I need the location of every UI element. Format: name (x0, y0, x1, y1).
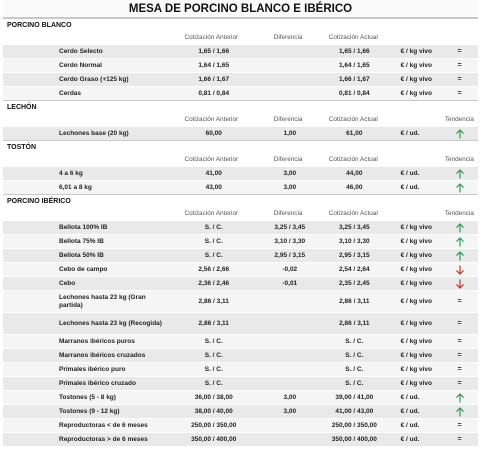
table-row (3, 362, 478, 376)
header-current: Cotización Actual (328, 116, 378, 123)
price-unit: € / kg vivo (400, 238, 433, 245)
trend-equal: = (457, 48, 462, 55)
table-row (3, 376, 478, 390)
table-row (3, 72, 478, 86)
difference-value: 3,25 / 3,45 (274, 224, 306, 231)
arrow-up-icon (455, 237, 465, 247)
trend-cell (441, 183, 478, 193)
difference-value: 3,00 (283, 394, 297, 401)
header-previous: Cotización Anterior (184, 156, 239, 163)
current-price: 61,00 (346, 130, 363, 137)
trend-cell (441, 320, 478, 327)
previous-price: S. / C. (204, 338, 223, 345)
header-current: Cotización Actual (328, 156, 378, 163)
previous-price: S. / C. (204, 380, 223, 387)
current-price: 44,00 (346, 170, 363, 177)
product-name: 4 a 6 kg (59, 169, 83, 177)
current-price: S. / C. (345, 366, 364, 373)
previous-price: S. / C. (204, 252, 223, 259)
trend-cell (441, 298, 478, 305)
product-name: Primales ibérico cruzado (59, 379, 136, 387)
table-row (3, 418, 478, 432)
table-row (3, 248, 478, 262)
trend-equal: = (457, 352, 462, 359)
trend-cell (441, 366, 478, 373)
trend-cell (441, 407, 478, 417)
current-price: 1,65 / 1,66 (338, 48, 370, 55)
previous-price: 1,64 / 1,65 (198, 62, 230, 69)
trend-cell (441, 338, 478, 345)
trend-equal: = (457, 338, 462, 345)
trend-cell (441, 90, 478, 97)
price-unit: € / ud. (400, 170, 420, 177)
product-name: Reproductoras < de 6 meses (59, 421, 148, 429)
product-name: Reproductoras > de 6 meses (59, 435, 148, 443)
column-header-row (3, 207, 478, 220)
header-unit-spacer (386, 113, 441, 126)
product-name: Tostones (5 - 8 kg) (59, 393, 116, 401)
table-row (3, 334, 478, 348)
header-spacer (3, 113, 167, 126)
difference-value: -0,02 (282, 266, 298, 273)
previous-price: S. / C. (204, 238, 223, 245)
previous-price: S. / C. (204, 352, 223, 359)
price-unit: € / ud. (400, 130, 420, 137)
previous-price: 2,86 / 3,11 (198, 298, 229, 305)
header-difference: Diferencia (273, 34, 303, 41)
trend-equal: = (457, 298, 462, 305)
header-difference: Diferencia (273, 116, 303, 123)
table-row (3, 234, 478, 248)
product-name: Cebo (59, 279, 76, 287)
current-price: 39,00 / 41,00 (335, 394, 374, 401)
current-price: 3,10 / 3,30 (338, 238, 370, 245)
trend-cell (441, 237, 478, 247)
header-spacer (3, 207, 167, 220)
previous-price: 2,56 / 2,66 (198, 266, 230, 273)
table-row (3, 220, 478, 234)
previous-price: 43,00 (205, 184, 222, 191)
trend-cell (441, 422, 478, 429)
price-unit: € / kg vivo (400, 320, 433, 327)
product-name: Cerdo Normal (59, 61, 102, 69)
trend-cell (441, 265, 478, 275)
product-name: Cerdas (59, 89, 82, 97)
price-unit: € / kg vivo (400, 352, 433, 359)
table-row (3, 58, 478, 72)
column-header-row (3, 113, 478, 126)
difference-value: 2,95 / 3,15 (274, 252, 306, 259)
price-unit: € / kg vivo (400, 338, 433, 345)
table-row (3, 166, 478, 180)
trend-equal: = (457, 422, 462, 429)
previous-price: S. / C. (204, 366, 223, 373)
trend-cell (441, 129, 478, 139)
arrow-up-icon (455, 393, 465, 403)
price-unit: € / kg vivo (400, 280, 433, 287)
header-trend: Tendencia (444, 210, 474, 217)
product-name: Bellota 100% IB (59, 223, 108, 231)
previous-price: 2,36 / 2,46 (198, 280, 230, 287)
arrow-up-icon (455, 407, 465, 417)
trend-cell (441, 62, 478, 69)
arrow-up-icon (455, 129, 465, 139)
column-header-row (3, 153, 478, 166)
price-unit: € / kg vivo (400, 62, 433, 69)
previous-price: 350,00 / 400,00 (191, 436, 237, 443)
price-unit: € / kg vivo (400, 224, 433, 231)
header-unit-spacer (386, 31, 441, 44)
current-price: 2,95 / 3,15 (338, 252, 370, 259)
product-name: Cerdo Graso (+125 kg) (59, 75, 129, 83)
header-unit-spacer (386, 207, 441, 220)
price-unit: € / kg vivo (400, 380, 433, 387)
arrow-down-icon (455, 279, 465, 289)
previous-price: 60,00 (205, 130, 222, 137)
price-unit: € / kg vivo (400, 76, 433, 83)
price-unit: € / kg vivo (400, 266, 433, 273)
header-current: Cotización Actual (328, 34, 378, 41)
table-row (3, 126, 478, 140)
trend-cell (441, 251, 478, 261)
previous-price: 41,00 (205, 170, 222, 177)
arrow-down-icon (455, 265, 465, 275)
product-name: Marranos ibéricos puros (59, 337, 135, 345)
product-name: Lechones hasta 23 kg (Gran partida) (59, 293, 146, 309)
current-price: 1,64 / 1,65 (338, 62, 370, 69)
trend-cell (441, 223, 478, 233)
current-price: 1,66 / 1,67 (338, 76, 370, 83)
current-price: 46,00 (346, 184, 363, 191)
trend-equal: = (457, 436, 462, 443)
current-price: S. / C. (345, 380, 364, 387)
trend-cell (441, 279, 478, 289)
trend-cell (441, 48, 478, 55)
price-unit: € / ud. (400, 436, 420, 443)
current-price: 0,81 / 0,84 (338, 90, 370, 97)
price-unit: € / ud. (400, 184, 420, 191)
product-name: Cebo de campo (59, 265, 108, 273)
arrow-up-icon (455, 183, 465, 193)
price-unit: € / kg vivo (400, 48, 433, 55)
product-name: Tostones (9 - 12 kg) (59, 407, 120, 415)
product-name: Cerdo Selecto (59, 47, 103, 55)
previous-price: 1,65 / 1,66 (198, 48, 230, 55)
table-row (3, 86, 478, 100)
header-trend: Tendencia (444, 156, 474, 163)
previous-price: 1,66 / 1,67 (198, 76, 230, 83)
previous-price: 36,00 / 38,00 (194, 394, 233, 401)
table-row (3, 404, 478, 418)
column-header-row (3, 31, 478, 44)
price-unit: € / ud. (400, 422, 420, 429)
product-name: Bellota 50% IB (59, 251, 104, 259)
difference-value: 3,10 / 3,30 (274, 238, 306, 245)
table-row (3, 44, 478, 58)
product-name: Marranos ibéricos cruzados (59, 351, 146, 359)
header-difference: Diferencia (273, 156, 303, 163)
header-unit-spacer (386, 153, 441, 166)
table-row (3, 180, 478, 194)
difference-value: 3,00 (283, 408, 297, 415)
previous-price: 250,00 / 350,00 (191, 422, 237, 429)
table-row (3, 432, 478, 446)
price-unit: € / kg vivo (400, 252, 433, 259)
trend-cell (441, 352, 478, 359)
header-current: Cotización Actual (328, 210, 378, 217)
header-previous: Cotización Anterior (184, 34, 239, 41)
section-title: PORCINO BLANCO (3, 18, 478, 31)
difference-value: 1,00 (283, 130, 297, 137)
page-title: MESA DE PORCINO BLANCO E IBÉRICO (3, 0, 478, 18)
section-title: PORCINO IBÉRICO (3, 194, 478, 207)
current-price: S. / C. (345, 338, 364, 345)
previous-price: 38,00 / 40,00 (194, 408, 233, 415)
trend-equal: = (457, 366, 462, 373)
table-row (3, 312, 478, 334)
product-name: Primales ibérico puro (59, 365, 126, 373)
header-trend (441, 31, 478, 44)
trend-cell (441, 76, 478, 83)
current-price: 41,00 / 43,00 (335, 408, 374, 415)
header-previous: Cotización Anterior (184, 116, 239, 123)
trend-cell (441, 436, 478, 443)
header-trend: Tendencia (444, 116, 474, 123)
product-name: Bellota 75% IB (59, 237, 104, 245)
section-title: TOSTÓN (3, 140, 478, 153)
header-previous: Cotización Anterior (184, 210, 239, 217)
trend-equal: = (457, 62, 462, 69)
trend-equal: = (457, 90, 462, 97)
current-price: 2,86 / 3,11 (339, 320, 370, 327)
current-price: 3,25 / 3,45 (338, 224, 370, 231)
trend-equal: = (457, 76, 462, 83)
table-row (3, 262, 478, 276)
current-price: 2,35 / 2,45 (338, 280, 370, 287)
previous-price: 2,86 / 3,11 (198, 320, 229, 327)
price-unit: € / kg vivo (400, 298, 433, 305)
price-unit: € / kg vivo (400, 90, 433, 97)
table-row (3, 276, 478, 290)
header-spacer (3, 31, 167, 44)
trend-cell (441, 380, 478, 387)
current-price: 250,00 / 350,00 (331, 422, 377, 429)
arrow-up-icon (455, 251, 465, 261)
trend-equal: = (457, 380, 462, 387)
trend-cell (441, 169, 478, 179)
sections-container (3, 18, 478, 446)
header-difference: Diferencia (273, 210, 303, 217)
header-spacer (3, 153, 167, 166)
table-row (3, 290, 478, 312)
current-price: S. / C. (345, 352, 364, 359)
arrow-up-icon (455, 169, 465, 179)
product-name: 6,01 a 8 kg (59, 183, 92, 191)
trend-cell (441, 393, 478, 403)
current-price: 2,86 / 3,11 (339, 298, 370, 305)
previous-price: 0,81 / 0,84 (198, 90, 230, 97)
arrow-up-icon (455, 223, 465, 233)
previous-price: S. / C. (204, 224, 223, 231)
difference-value: 3,00 (283, 170, 297, 177)
price-unit: € / kg vivo (400, 366, 433, 373)
current-price: 2,54 / 2,64 (338, 266, 370, 273)
product-name: Lechones hasta 23 kg (Recogida) (59, 319, 162, 327)
price-unit: € / ud. (400, 394, 420, 401)
table-row (3, 348, 478, 362)
difference-value: 3,00 (283, 184, 297, 191)
current-price: 350,00 / 400,00 (331, 436, 377, 443)
section-title: LECHÓN (3, 100, 478, 113)
product-name: Lechones base (20 kg) (59, 129, 129, 137)
trend-equal: = (457, 320, 462, 327)
price-unit: € / ud. (400, 408, 420, 415)
difference-value: -0,01 (282, 280, 298, 287)
table-row (3, 390, 478, 404)
